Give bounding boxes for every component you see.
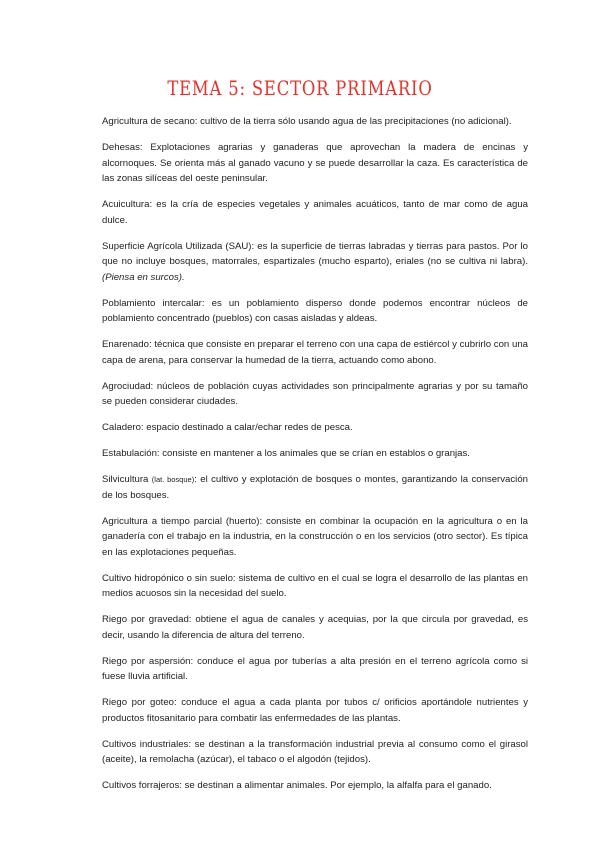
definition-dehesas: Dehesas: Explotaciones agrarias y ganaderas que aprovechan la madera de encinas y alcornoques. Se orienta más al ganado vacuno y se puede desarrollar la caza. Es característica de las zonas silíceas del oeste peninsular. [102,142,528,184]
definitions-list [102,114,528,804]
definition-riego-goteo: Riego por goteo: conduce el agua a cada planta por tubos c/ orificios aportándole nutrientes y productos fitosanitario para combatir las enfermedades de las plantas. [102,697,528,724]
definition-cultivos-industriales: Cultivos industriales: se destinan a la transformación industrial previa al consumo como el girasol (aceite), la remolacha (azúcar), el tabaco o el algodón (tejidos). [102,738,528,765]
page-title: TEMA 5: SECTOR PRIMARIO [167,76,433,100]
definition-silvicultura-etymology: (lat. bosque) [151,475,195,484]
definition-cultivo-hidroponico: Cultivo hidropónico o sin suelo: sistema de cultivo en el cual se logra el desarrollo de las plantas en medios acuosos sin la necesidad del suelo. [102,572,528,599]
definition-silvicultura-text: : el cultivo y explotación de bosques o montes, garantizando la conservación de los bosques. [102,474,528,501]
definition-riego-gravedad: Riego por gravedad: obtiene el agua de canales y acequias, por la que circula por gravedad, es decir, usando la diferencia de altura del terreno. [102,614,528,641]
definition-estabulacion: Estabulación: consiste en mantener a los animales que se crían en establos o granjas. [102,448,470,459]
definition-agricultura-tiempo-parcial: Agricultura a tiempo parcial (huerto): consiste en combinar la ocupación en la agricultura o en la ganadería con el trabajo en la industria, en la construcción o en los servicios (otro sector). Es típica en las explotaciones pequeñas. [102,515,528,558]
definition-silvicultura [102,472,528,503]
definition-agricultura-secano: Agricultura de secano: cultivo de la tierra sólo usando agua de las precipitaciones (no adicional). [102,116,512,127]
definition-caladero: Caladero: espacio destinado a calar/echar redes de pesca. [102,422,353,433]
definition-cultivos-forrajeros: Cultivos forrajeros: se destinan a alimentar animales. Por ejemplo, la alfalfa para el ganado. [102,780,492,791]
definition-silvicultura-term: Silvicultura [102,474,149,485]
definition-enarenado: Enarenado: técnica que consiste en preparar el terreno con una capa de estiércol y cubrirlo con una capa de arena, para conservar la humedad de la tierra, actuando como abono. [102,339,528,366]
definition-sau-text: Superficie Agrícola Utilizada (SAU): es la superficie de tierras labradas y tierras para pastos. Por lo que no incluye bosques, matorrales, espartizales (mucho esparto), eriales (no se cultiva ni labra). [102,240,528,267]
definition-sau [102,239,528,286]
definition-acuicultura: Acuicultura: es la cría de especies vegetales y animales acuáticos, tanto de mar como de agua dulce. [102,199,528,226]
definition-poblamiento-intercalar: Poblamiento intercalar: es un poblamiento disperso donde podemos encontrar núcleos de poblamiento concentrado (pueblos) con casas aisladas y aldeas. [102,297,528,324]
definition-sau-note: (Piensa en surcos). [102,271,185,283]
definition-riego-aspersion: Riego por aspersión: conduce el agua por tuberías a alta presión en el terreno agrícola como si fuese lluvia artificial. [102,655,528,682]
definition-agrociudad: Agrociudad: núcleos de población cuyas actividades son principalmente agrarias y por su tamaño se pueden considerar ciudades. [102,380,528,407]
